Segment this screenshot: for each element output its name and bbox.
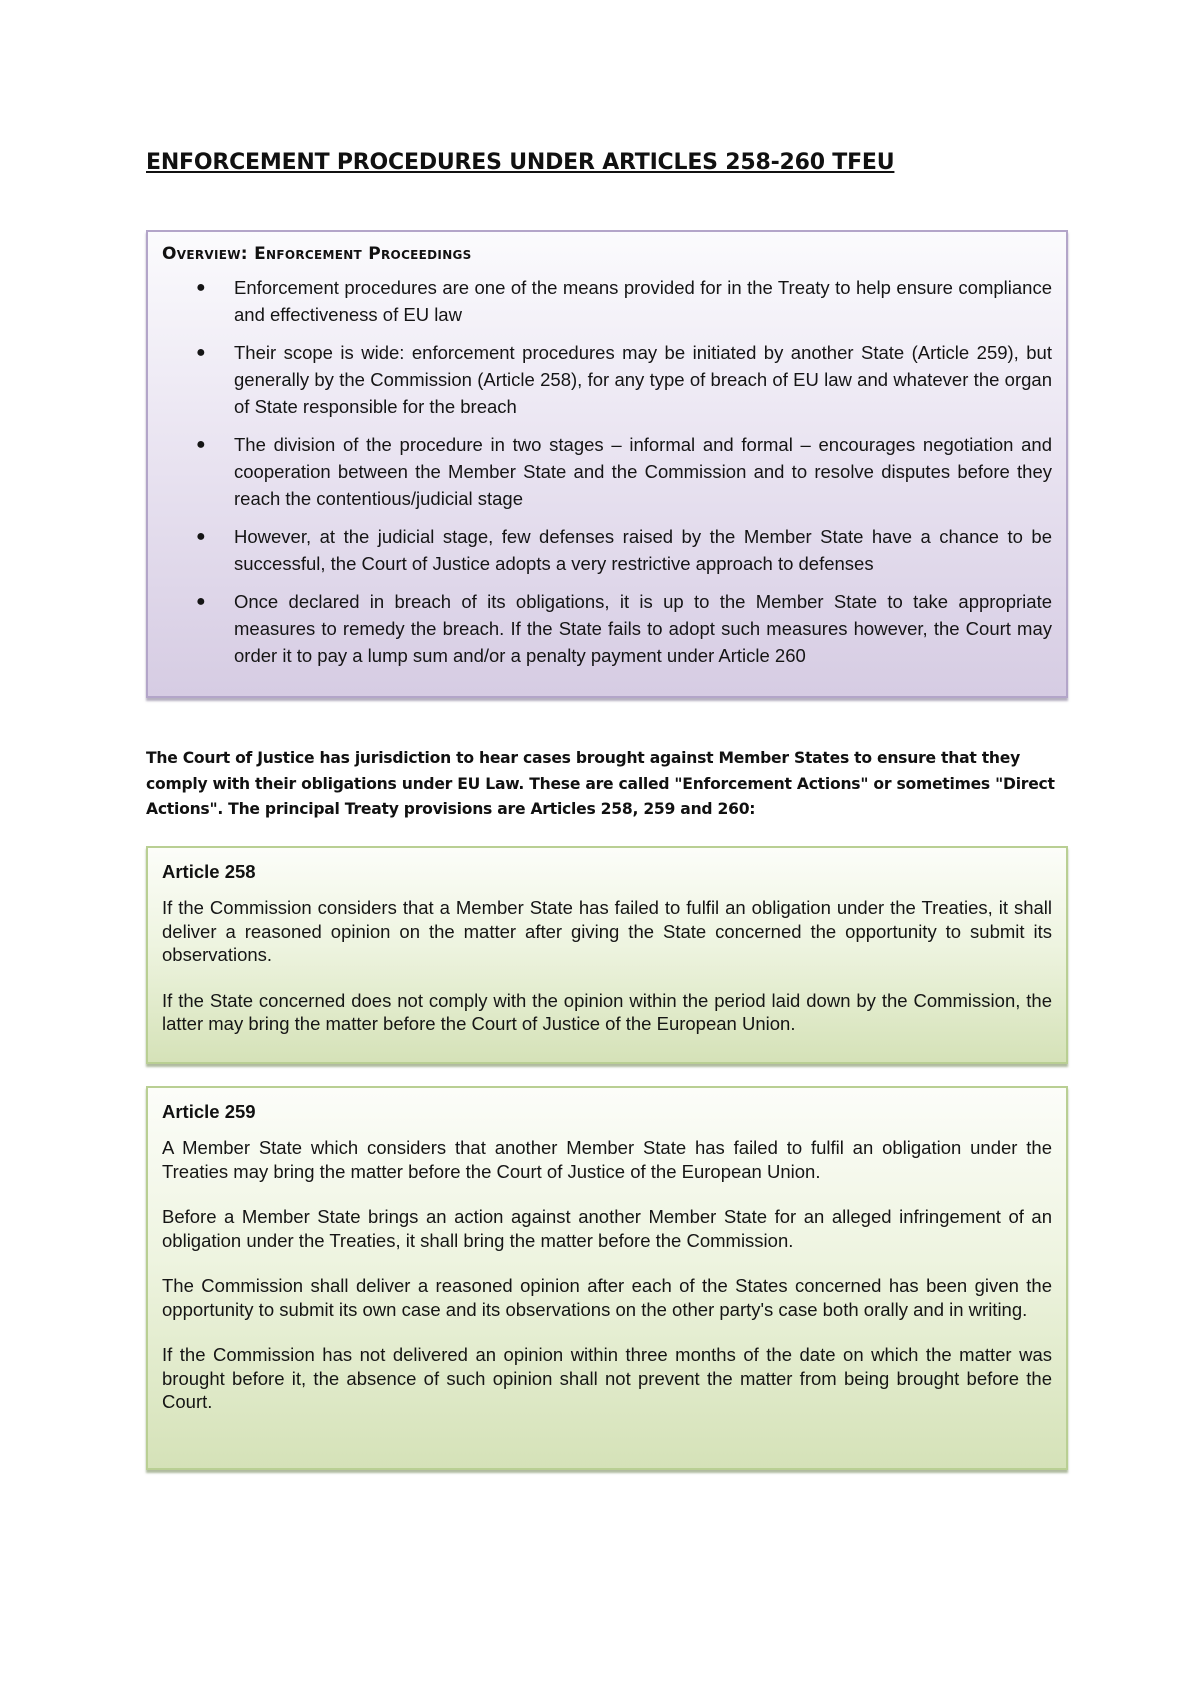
overview-bullet-text: Once declared in breach of its obligations, it is up to the Member State to take appropriate measures to remedy the breach. If the State fails to adopt such measures however, the Court may order it to pay a lump sum and/or a penalty payment under Article 260 [234, 591, 1052, 666]
bullet-icon: ● [196, 528, 206, 545]
overview-list [162, 274, 1052, 669]
article-title: Article 258 [162, 861, 256, 882]
overview-bullet-text: Enforcement procedures are one of the means provided for in the Treaty to help ensure compliance and effectiveness of EU law [234, 277, 1052, 325]
article-paragraph: A Member State which considers that another Member State has failed to fulfil an obligation under the Treaties may bring the matter before the Court of Justice of the European Union. [162, 1137, 1052, 1182]
article-paragraph: Before a Member State brings an action against another Member State for an alleged infringement of an obligation under the Treaties, it shall bring the matter before the Commission. [162, 1206, 1052, 1251]
overview-bullet-item [162, 274, 1052, 328]
bullet-icon: ● [196, 593, 206, 610]
article-paragraph: If the State concerned does not comply with the opinion within the period laid down by the Commission, the latter may bring the matter before the Court of Justice of the European Union. [162, 989, 1052, 1034]
overview-bullet-item [162, 431, 1052, 512]
bullet-icon: ● [196, 436, 206, 453]
intro-paragraph: The Court of Justice has jurisdiction to hear cases brought against Member States to ensure that they comply with their obligations under EU Law. These are called "Enforcement Actions" or sometimes "Direct Actions". The principal Treaty provisions are Articles 258, 259 and 260: [146, 749, 1055, 818]
article-title: Article 259 [162, 1101, 256, 1122]
overview-bullet-item [162, 339, 1052, 420]
bullet-icon: ● [196, 279, 206, 296]
article-paragraph: If the Commission has not delivered an opinion within three months of the date on which the matter was brought before it, the absence of such opinion shall not prevent the matter from being brought before the Court. [162, 1344, 1052, 1412]
overview-box [146, 230, 1068, 698]
overview-bullet-item [162, 588, 1052, 669]
article-259-box [146, 1086, 1068, 1470]
bullet-icon: ● [196, 344, 206, 361]
page-title: ENFORCEMENT PROCEDURES UNDER ARTICLES 258-260 TFEU [146, 150, 895, 175]
overview-bullet-item [162, 523, 1052, 577]
overview-bullet-text: The division of the procedure in two stages – informal and formal – encourages negotiation and cooperation between the Member State and the Commission and to resolve disputes before they reach the contentious/judicial stage [234, 434, 1052, 509]
article-258-box [146, 846, 1068, 1064]
article-paragraph: The Commission shall deliver a reasoned opinion after each of the States concerned has been given the opportunity to submit its own case and its observations on the other party's case both orally and in writing. [162, 1275, 1052, 1320]
overview-bullet-text: Their scope is wide: enforcement procedures may be initiated by another State (Article 259), but generally by the Commission (Article 258), for any type of breach of EU law and whatever the organ of State responsible for the breach [234, 342, 1052, 417]
overview-bullet-text: However, at the judicial stage, few defenses raised by the Member State have a chance to be successful, the Court of Justice adopts a very restrictive approach to defenses [234, 526, 1052, 574]
article-paragraph: If the Commission considers that a Member State has failed to fulfil an obligation under the Treaties, it shall deliver a reasoned opinion on the matter after giving the State concerned the opportunity to submit its observations. [162, 897, 1052, 965]
overview-heading: Overview: Enforcement Proceedings [162, 244, 472, 264]
